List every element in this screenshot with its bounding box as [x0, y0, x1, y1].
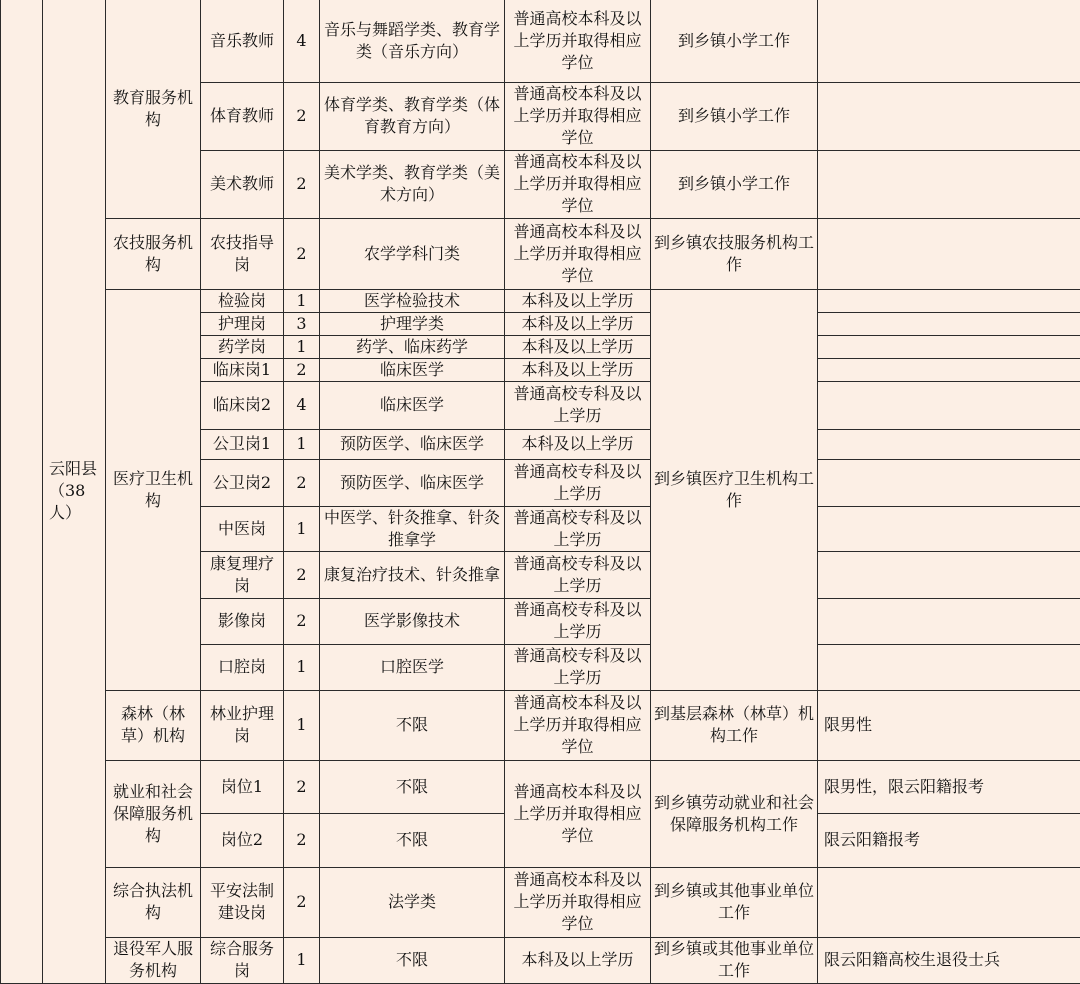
major-cell: 不限 [320, 760, 505, 813]
unit-cell: 退役军人服务机构 [106, 937, 201, 983]
post-cell: 农技指导岗 [201, 218, 284, 289]
major-cell: 医学检验技术 [320, 289, 505, 312]
note-cell [818, 598, 1080, 644]
note-cell: 限云阳籍高校生退役士兵 [818, 937, 1080, 983]
workplace-cell: 到乡镇小学工作 [651, 82, 818, 150]
count-cell: 2 [284, 459, 320, 506]
workplace-cell: 到乡镇医疗卫生机构工作 [651, 289, 818, 690]
count-cell: 2 [284, 551, 320, 598]
education-cell: 普通高校本科及以上学历并取得相应学位 [505, 82, 651, 150]
count-cell: 4 [284, 0, 320, 82]
education-cell: 普通高校本科及以上学历并取得相应学位 [505, 0, 651, 82]
note-cell [818, 150, 1080, 218]
count-cell: 1 [284, 289, 320, 312]
note-cell [818, 381, 1080, 429]
post-cell: 影像岗 [201, 598, 284, 644]
post-cell: 林业护理岗 [201, 690, 284, 760]
note-cell: 限男性 [818, 690, 1080, 760]
education-cell: 普通高校本科及以上学历并取得相应学位 [505, 867, 651, 937]
note-cell [818, 358, 1080, 381]
count-cell: 4 [284, 381, 320, 429]
post-cell: 口腔岗 [201, 644, 284, 690]
post-cell: 临床岗1 [201, 358, 284, 381]
note-cell [818, 867, 1080, 937]
count-cell: 1 [284, 335, 320, 358]
table-row [1, 690, 1080, 760]
note-cell [818, 644, 1080, 690]
post-cell: 公卫岗2 [201, 459, 284, 506]
count-cell: 2 [284, 760, 320, 813]
table-row [1, 289, 1080, 312]
major-cell: 护理学类 [320, 312, 505, 335]
post-cell: 美术教师 [201, 150, 284, 218]
note-cell [818, 289, 1080, 312]
education-cell: 本科及以上学历 [505, 429, 651, 459]
major-cell: 临床医学 [320, 381, 505, 429]
education-cell: 普通高校本科及以上学历并取得相应学位 [505, 150, 651, 218]
education-cell: 本科及以上学历 [505, 335, 651, 358]
count-cell: 1 [284, 429, 320, 459]
education-cell: 普通高校专科及以上学历 [505, 459, 651, 506]
major-cell: 不限 [320, 813, 505, 867]
note-cell [818, 551, 1080, 598]
count-cell: 1 [284, 937, 320, 983]
workplace-cell: 到乡镇小学工作 [651, 150, 818, 218]
workplace-cell: 到乡镇或其他事业单位工作 [651, 937, 818, 983]
workplace-cell: 到基层森林（林草）机构工作 [651, 690, 818, 760]
major-cell: 农学学科门类 [320, 218, 505, 289]
table-row [1, 760, 1080, 813]
count-cell: 1 [284, 506, 320, 551]
note-cell [818, 506, 1080, 551]
note-cell [818, 312, 1080, 335]
note-cell [818, 218, 1080, 289]
major-cell: 预防医学、临床医学 [320, 429, 505, 459]
education-cell: 普通高校专科及以上学历 [505, 551, 651, 598]
unit-cell: 教育服务机构 [106, 0, 201, 218]
count-cell: 3 [284, 312, 320, 335]
unit-cell: 农技服务机构 [106, 218, 201, 289]
post-cell: 岗位1 [201, 760, 284, 813]
blank-left-cell [1, 0, 43, 983]
post-cell: 临床岗2 [201, 381, 284, 429]
note-cell [818, 82, 1080, 150]
note-cell [818, 335, 1080, 358]
post-cell: 公卫岗1 [201, 429, 284, 459]
count-cell: 2 [284, 150, 320, 218]
workplace-cell: 到乡镇劳动就业和社会保障服务机构工作 [651, 760, 818, 867]
count-cell: 2 [284, 82, 320, 150]
post-cell: 护理岗 [201, 312, 284, 335]
county-cell: 云阳县（38人） [43, 0, 106, 983]
major-cell: 不限 [320, 690, 505, 760]
note-cell: 限男性，限云阳籍报考 [818, 760, 1080, 813]
workplace-cell: 到乡镇农技服务机构工作 [651, 218, 818, 289]
education-cell: 普通高校本科及以上学历并取得相应学位 [505, 690, 651, 760]
count-cell: 2 [284, 218, 320, 289]
unit-cell: 森林（林草）机构 [106, 690, 201, 760]
major-cell: 中医学、针灸推拿、针灸推拿学 [320, 506, 505, 551]
education-cell: 普通高校专科及以上学历 [505, 506, 651, 551]
post-cell: 平安法制建设岗 [201, 867, 284, 937]
note-cell [818, 429, 1080, 459]
post-cell: 中医岗 [201, 506, 284, 551]
major-cell: 音乐与舞蹈学类、教育学类（音乐方向） [320, 0, 505, 82]
unit-cell: 医疗卫生机构 [106, 289, 201, 690]
major-cell: 体育学类、教育学类（体育教育方向） [320, 82, 505, 150]
table-row [1, 0, 1080, 82]
post-cell: 音乐教师 [201, 0, 284, 82]
major-cell: 法学类 [320, 867, 505, 937]
count-cell: 2 [284, 813, 320, 867]
table-row [1, 867, 1080, 937]
post-cell: 体育教师 [201, 82, 284, 150]
education-cell: 普通高校本科及以上学历并取得相应学位 [505, 760, 651, 867]
count-cell: 2 [284, 867, 320, 937]
education-cell: 本科及以上学历 [505, 312, 651, 335]
note-cell: 限云阳籍报考 [818, 813, 1080, 867]
major-cell: 临床医学 [320, 358, 505, 381]
education-cell: 普通高校专科及以上学历 [505, 644, 651, 690]
count-cell: 2 [284, 598, 320, 644]
workplace-cell: 到乡镇或其他事业单位工作 [651, 867, 818, 937]
post-cell: 岗位2 [201, 813, 284, 867]
table-row [1, 937, 1080, 983]
note-cell [818, 0, 1080, 82]
education-cell: 本科及以上学历 [505, 289, 651, 312]
major-cell: 不限 [320, 937, 505, 983]
workplace-cell: 到乡镇小学工作 [651, 0, 818, 82]
post-cell: 检验岗 [201, 289, 284, 312]
major-cell: 口腔医学 [320, 644, 505, 690]
post-cell: 综合服务岗 [201, 937, 284, 983]
major-cell: 预防医学、临床医学 [320, 459, 505, 506]
post-cell: 康复理疗岗 [201, 551, 284, 598]
count-cell: 2 [284, 358, 320, 381]
major-cell: 药学、临床药学 [320, 335, 505, 358]
post-cell: 药学岗 [201, 335, 284, 358]
unit-cell: 就业和社会保障服务机构 [106, 760, 201, 867]
major-cell: 美术学类、教育学类（美术方向） [320, 150, 505, 218]
education-cell: 本科及以上学历 [505, 937, 651, 983]
education-cell: 普通高校专科及以上学历 [505, 598, 651, 644]
count-cell: 1 [284, 644, 320, 690]
count-cell: 1 [284, 690, 320, 760]
major-cell: 医学影像技术 [320, 598, 505, 644]
table-row [1, 218, 1080, 289]
education-cell: 普通高校本科及以上学历并取得相应学位 [505, 218, 651, 289]
education-cell: 本科及以上学历 [505, 358, 651, 381]
note-cell [818, 459, 1080, 506]
major-cell: 康复治疗技术、针灸推拿 [320, 551, 505, 598]
education-cell: 普通高校专科及以上学历 [505, 381, 651, 429]
unit-cell: 综合执法机构 [106, 867, 201, 937]
